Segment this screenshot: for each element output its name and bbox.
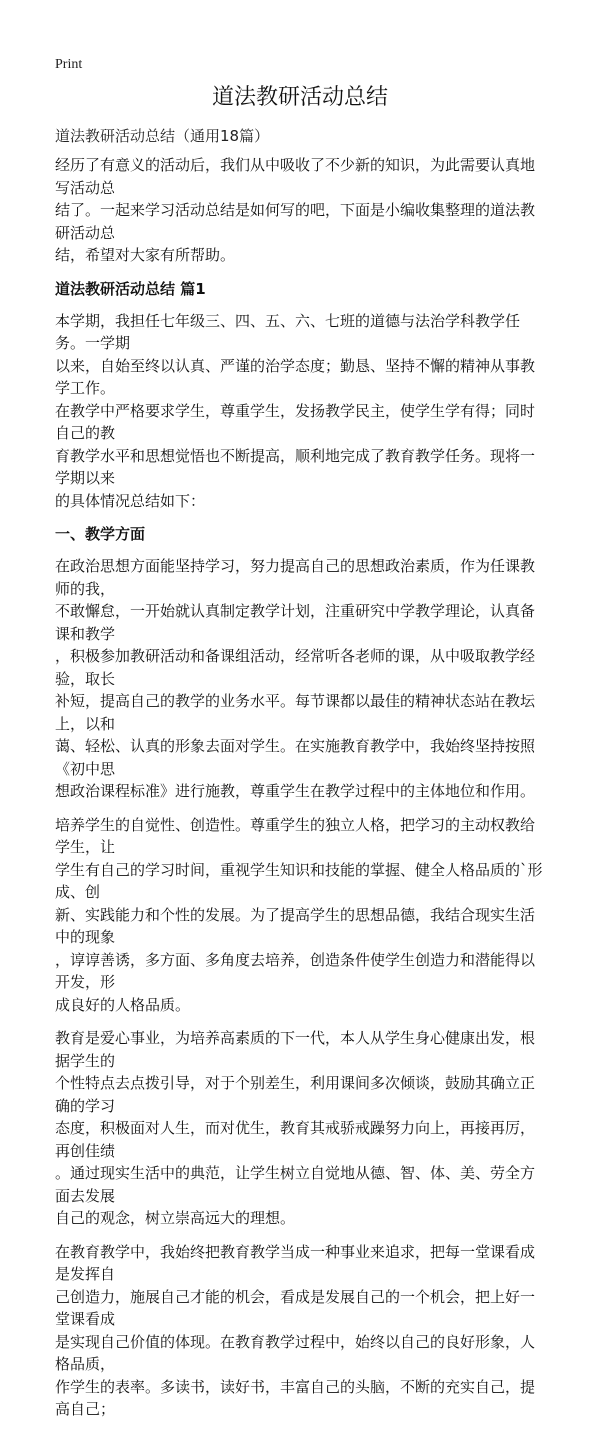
intro-paragraph xyxy=(55,154,545,267)
text-line: 经历了有意义的活动后，我们从中吸收了不少新的知识，为此需要认真地写活动总 xyxy=(55,156,536,197)
text-line: 。通过现实生活中的典范，让学生树立自觉地从德、智、体、美、劳全方面去发展 xyxy=(55,1164,536,1205)
paragraph-1 xyxy=(55,310,545,513)
text-line: 新、实践能力和个性的发展。为了提高学生的思想品德，我结合现实生活中的现象 xyxy=(55,905,536,946)
text-line: 结，希望对大家有所帮助。 xyxy=(55,246,236,264)
document-subtitle: 道法教研活动总结（通用18篇） xyxy=(55,127,270,145)
text-line: 是实现自己价值的体现。在教育教学过程中，始终以自己的良好形象，人格品质， xyxy=(55,1332,536,1373)
paragraph-5 xyxy=(55,1241,545,1421)
text-line: 培养学生的自觉性、创造性。尊重学生的独立人格，把学习的主动权教给学生，让 xyxy=(55,815,536,856)
text-line: 成良好的人格品质。 xyxy=(55,995,191,1014)
document-body xyxy=(55,154,545,1421)
text-line: 本学期，我担任七年级三、四、五、六、七班的道德与法治学科教学任务。一学期 xyxy=(55,311,521,352)
print-link[interactable]: Print xyxy=(55,57,83,72)
text-line: 教育是爱心事业，为培养高素质的下一代，本人从学生身心健康出发，根据学生的 xyxy=(55,1029,536,1070)
text-line: 蔼、轻松、认真的形象去面对学生。在实施教育教学中，我始终坚持按照《初中思 xyxy=(55,737,536,778)
text-line: 态度，积极面对人生，而对优生，教育其戒骄戒躁努力向上，再接再厉，再创佳绩 xyxy=(55,1119,536,1160)
text-line: 想政治课程标准》进行施教，尊重学生在教学过程中的主体地位和作用。 xyxy=(55,782,536,800)
text-line: 在教学中严格要求学生，尊重学生，发扬教学民主，使学生学有得；同时自己的教 xyxy=(55,401,536,442)
paragraph-4 xyxy=(55,1027,545,1230)
subheading-teaching: 一、教学方面 xyxy=(55,525,146,543)
text-line: 个性特点去点拨引导，对于个别差生，利用课间多次倾谈，鼓励其确立正确的学习 xyxy=(55,1074,536,1115)
text-line: 在政治思想方面能坚持学习，努力提高自己的思想政治素质，作为任课教师的我， xyxy=(55,557,536,598)
text-line: 自己的观念，树立崇高远大的理想。 xyxy=(55,1209,296,1227)
text-line: 在教育教学中，我始终把教育教学当成一种事业来追求，把每一堂课看成是发挥自 xyxy=(55,1242,536,1283)
section-heading: 道法教研活动总结 篇1 xyxy=(55,279,206,298)
paragraph-3 xyxy=(55,814,545,1017)
text-line: 己创造力，施展自己才能的机会，看成是发展自己的一个机会，把上好一堂课看成 xyxy=(55,1287,536,1328)
document-page xyxy=(55,0,545,1421)
text-line: 补短，提高自己的教学的业务水平。每节课都以最佳的精神状态站在教坛上，以和 xyxy=(55,692,536,733)
text-line: 育教学水平和思想觉悟也不断提高，顺利地完成了教育教学任务。现将一学期以来 xyxy=(55,446,536,487)
text-line: 作学生的表率。多读书，读好书，丰富自己的头脑，不断的充实自己，提高自己； xyxy=(55,1377,536,1418)
text-line: ，谆谆善诱，多方面、多角度去培养，创造条件使学生创造力和潜能得以开发，形 xyxy=(55,950,536,991)
text-line: 以来，自始至终以认真、严谨的治学态度；勤恳、坚持不懈的精神从事教学工作。 xyxy=(55,356,536,397)
text-line: 的具体情况总结如下： xyxy=(55,491,206,510)
text-line: 不敢懈怠，一开始就认真制定教学计划，注重研究中学教学理论，认真备课和教学 xyxy=(55,602,536,643)
text-line: 结了。一起来学习活动总结是如何写的吧，下面是小编收集整理的道法教研活动总 xyxy=(55,201,536,242)
text-line: 学生有自己的学习时间，重视学生知识和技能的掌握、健全人格品质的`形成、创 xyxy=(55,860,543,901)
paragraph-2 xyxy=(55,555,545,803)
text-line: ，积极参加教研活动和备课组活动，经常听各老师的课，从中吸取教学经验，取长 xyxy=(55,647,536,688)
page-title: 道法教研活动总结 xyxy=(211,85,388,110)
